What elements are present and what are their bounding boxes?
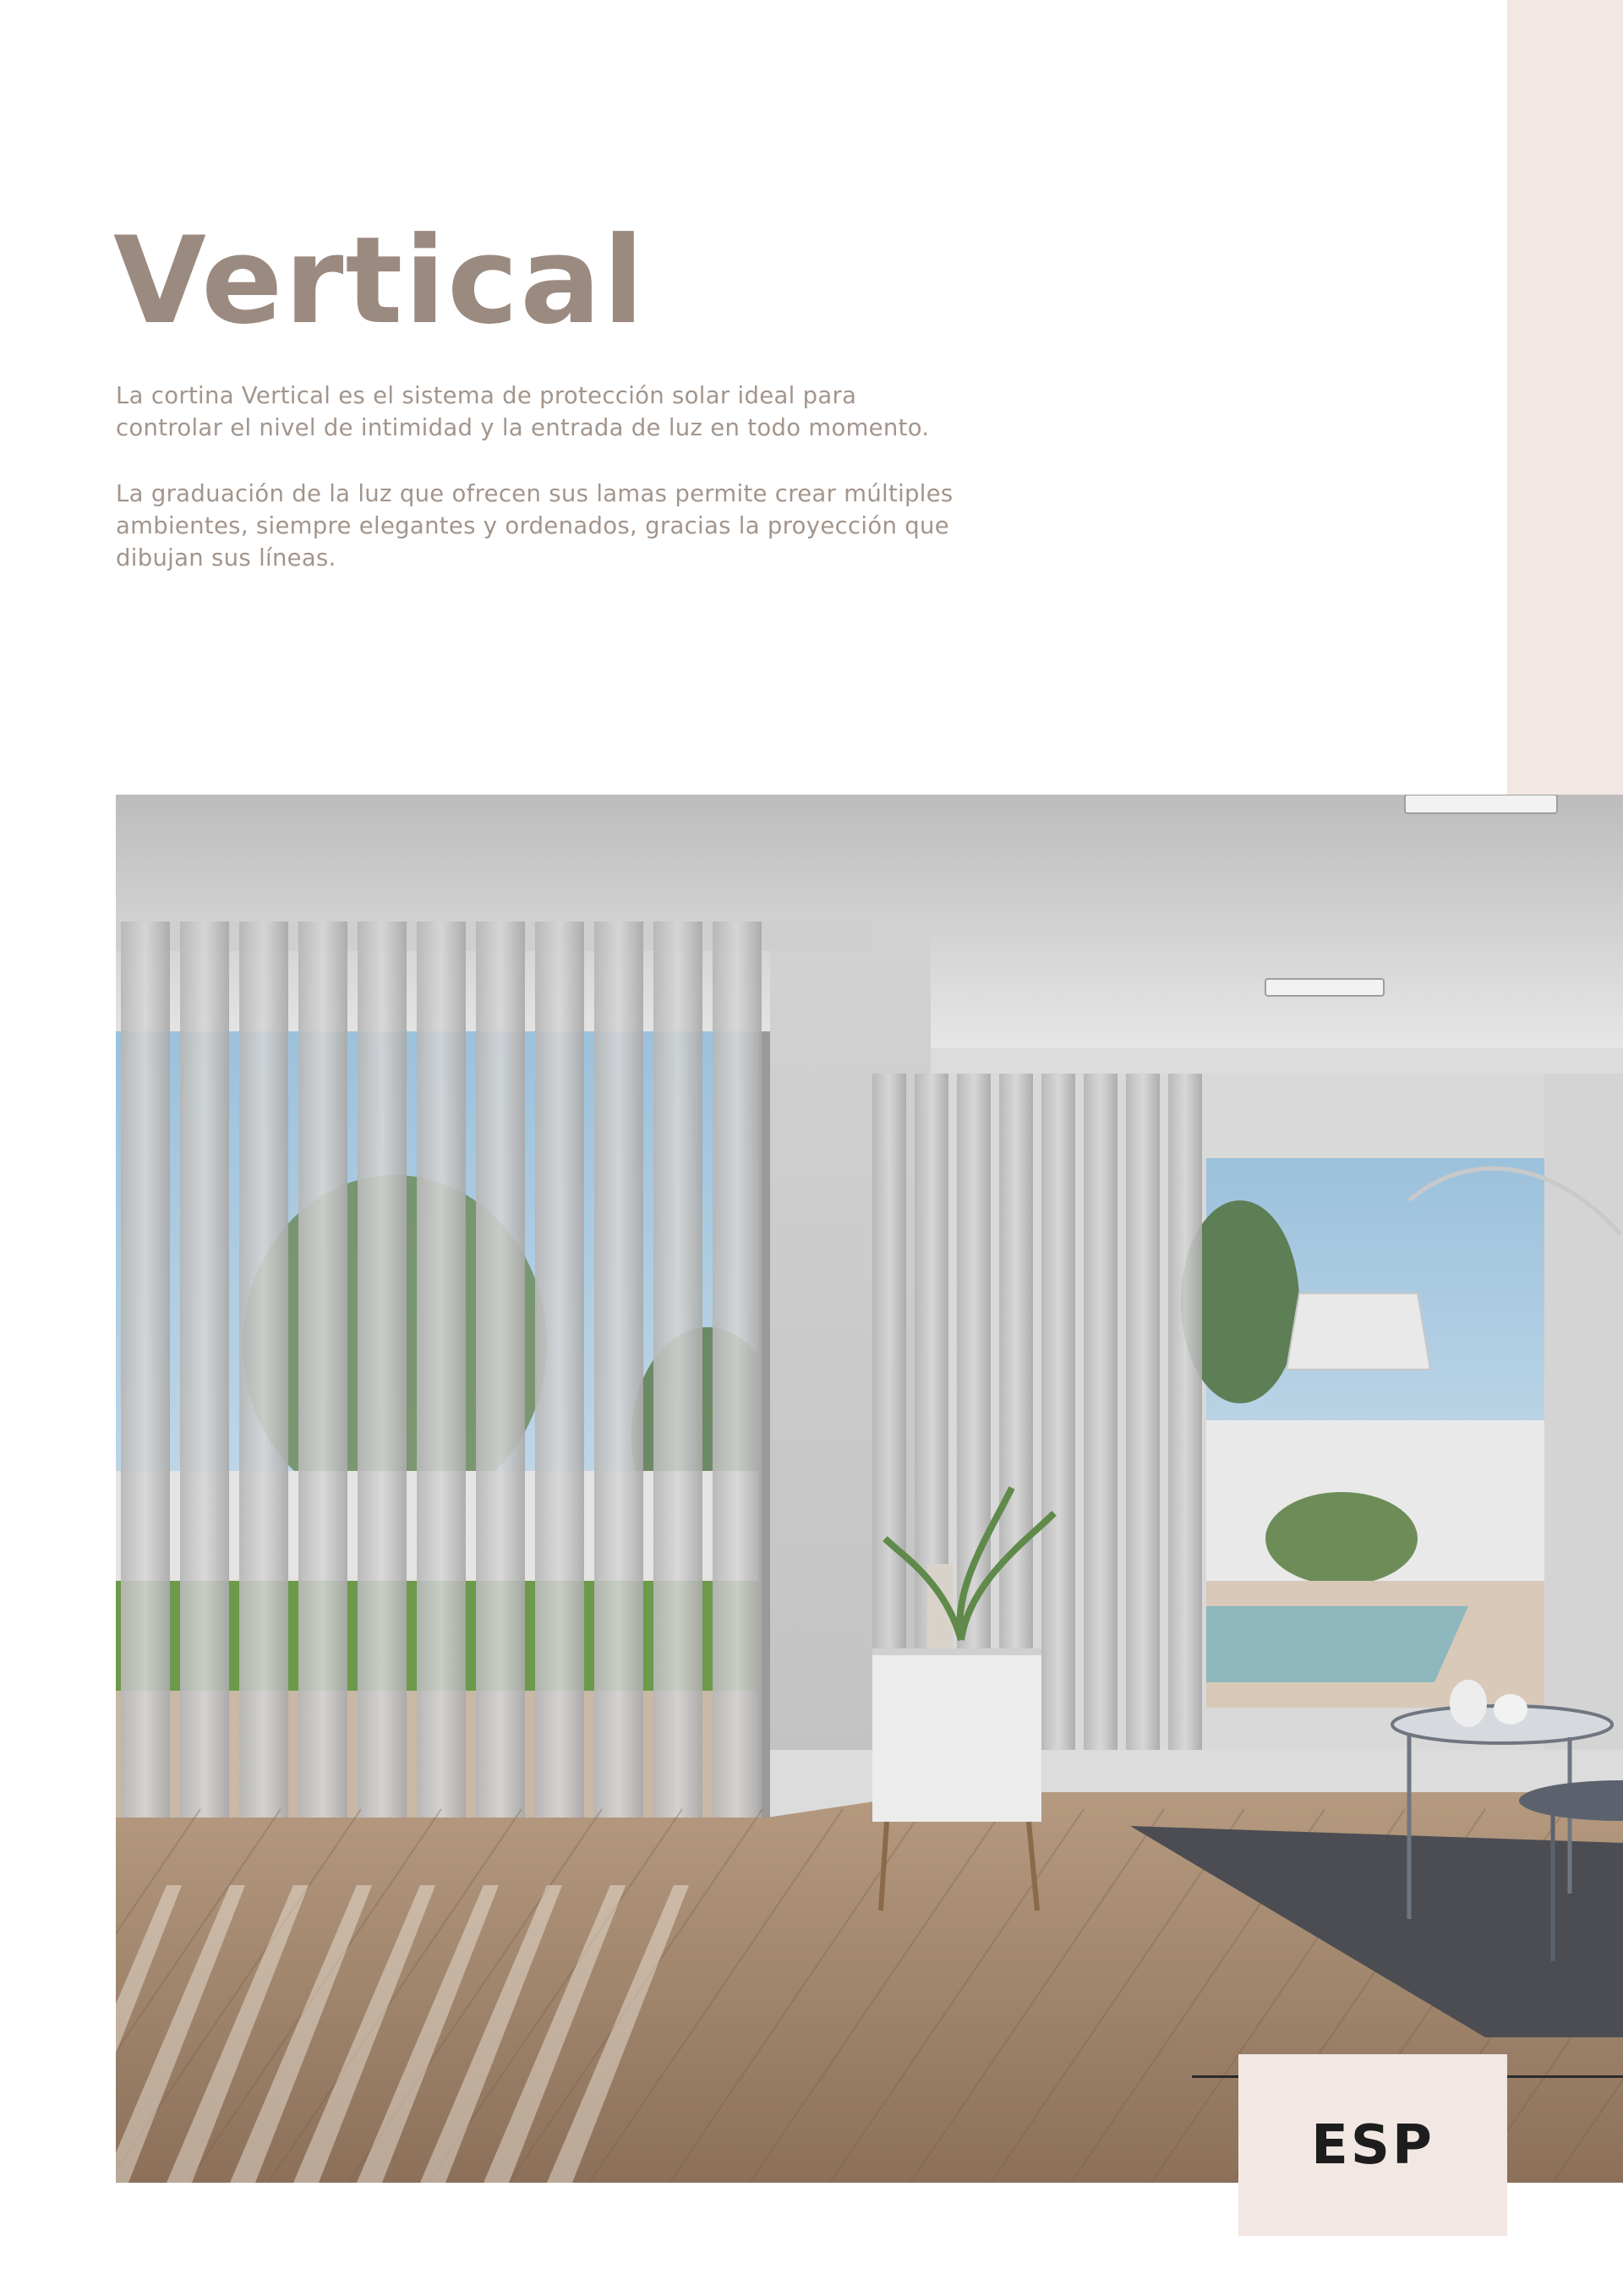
page-title: Vertical xyxy=(113,211,646,351)
intro-paragraph-2: La graduación de la luz que ofrecen sus lamas permite crear múltiples ambientes, siempre elegantes y ordenados, gracias la proyección que dibujan sus líneas. xyxy=(116,480,954,571)
intro-paragraph-1: La cortina Vertical es el sistema de protección solar ideal para controlar el nivel de intimidad y la entrada de luz en todo momento. xyxy=(116,382,930,441)
side-accent-band xyxy=(1507,0,1623,795)
language-badge xyxy=(1238,2054,1507,2236)
language-label: ESP xyxy=(1311,2113,1434,2177)
interior-photo xyxy=(116,795,1623,2183)
